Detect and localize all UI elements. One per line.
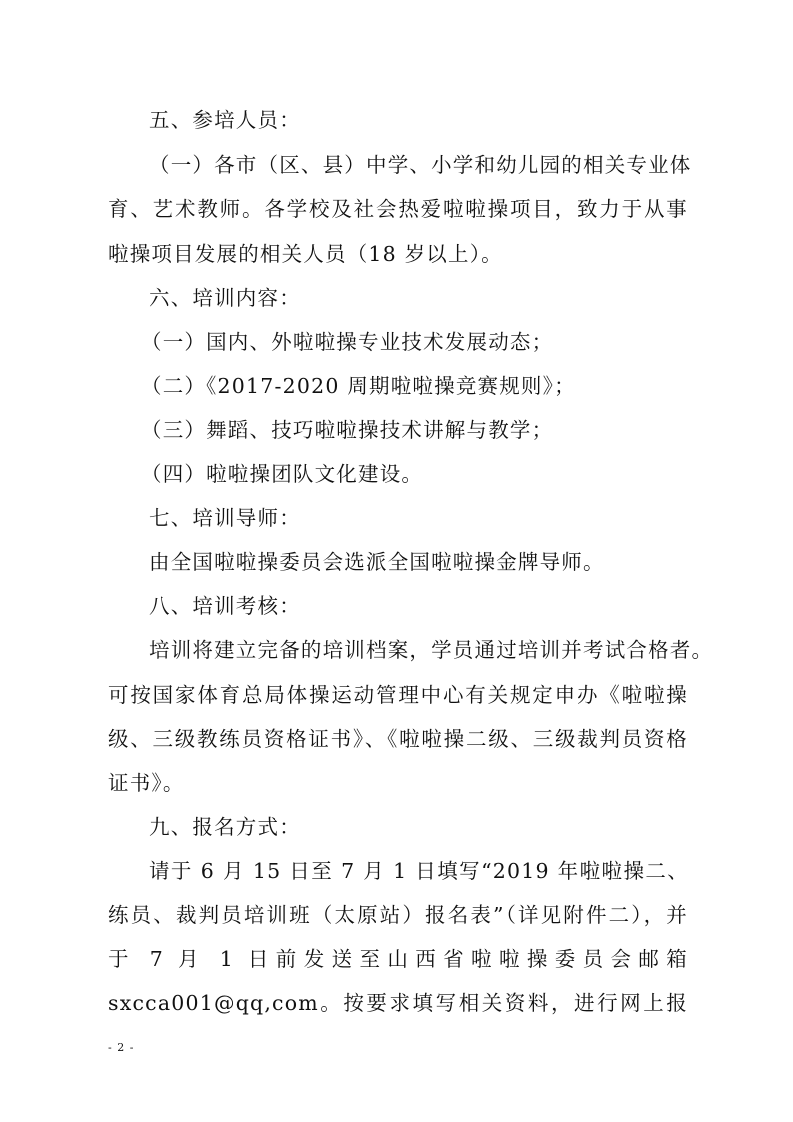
paragraph-line: 于 7 月 1 日前发送至山西省啦啦操委员会邮箱 [108,947,688,971]
list-item: （三）舞蹈、技巧啦啦操技术讲解与教学； [141,418,554,442]
paragraph-line: sxcca001@qq,com。按要求填写相关资料，进行网上报 [108,991,688,1015]
paragraph-line: 可按国家体育总局体操运动管理中心有关规定申办《啦啦操 [108,683,688,707]
section-heading-participants: 五、参培人员： [149,108,301,132]
paragraph-line: 育、艺术教师。各学校及社会热爱啦啦操项目，致力于从事 [108,197,688,221]
paragraph-line: 培训将建立完备的培训档案，学员通过培训并考试合格者。 [149,638,714,662]
section-heading-assessment: 八、培训考核： [149,594,301,618]
paragraph-line: （一）各市（区、县）中学、小学和幼儿园的相关专业体 [149,153,692,177]
paragraph-line: 证书》。 [108,771,185,795]
section-heading-content: 六、培训内容： [149,286,301,310]
paragraph-line: 由全国啦啦操委员会选派全国啦啦操金牌导师。 [149,550,605,574]
page-number: - 2 - [108,1041,135,1054]
paragraph-line: 请于 6 月 15 日至 7 月 1 日填写“2019 年啦啦操二、 [149,859,689,883]
paragraph-line: 练员、裁判员培训班（太原站）报名表”（详见附件二），并 [108,903,688,927]
list-item: （四）啦啦操团队文化建设。 [141,462,424,486]
paragraph-line: 级、三级教练员资格证书》、《啦啦操二级、三级裁判员资格 [108,727,688,751]
section-heading-registration: 九、报名方式： [149,815,301,839]
paragraph-line: 啦操项目发展的相关人员（18 岁以上）。 [108,242,503,266]
list-item: （一）国内、外啦啦操专业技术发展动态； [141,330,554,354]
list-item: （二）《2017-2020 周期啦啦操竞赛规则》； [141,374,576,398]
section-heading-mentor: 七、培训导师： [149,506,301,530]
